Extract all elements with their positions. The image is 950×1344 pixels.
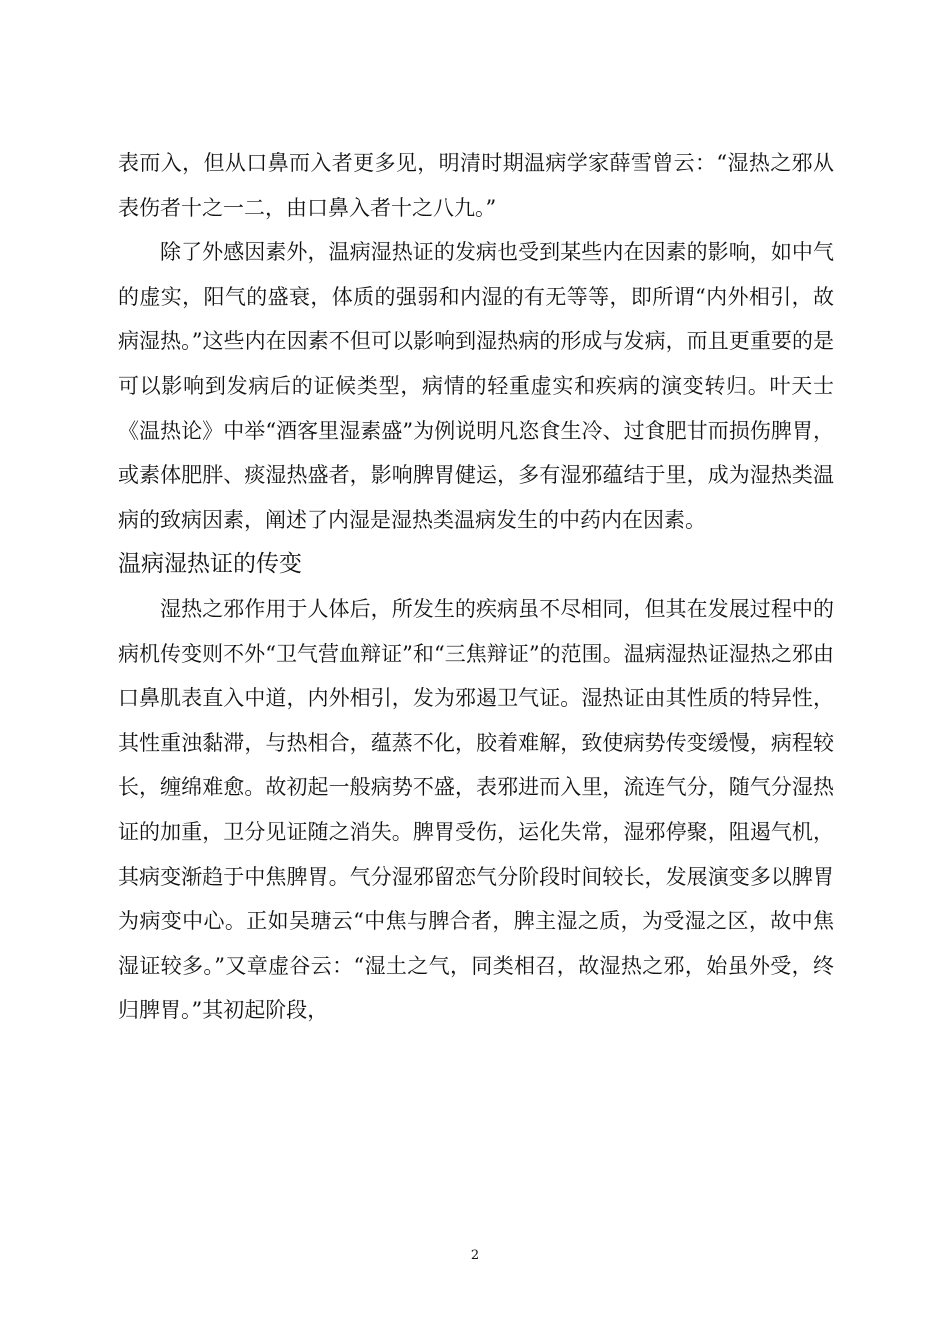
paragraph-transmission: 湿热之邪作用于人体后，所发生的疾病虽不尽相同，但其在发展过程中的病机传变则不外“卫气营血辩证”和“三焦辩证”的范围。温病湿热证湿热之邪由口鼻肌表直入中道，内外相引，发为邪遏卫气证。湿热证由其性质的特异性，其性重浊黏滞，与热相合，蕴蒸不化，胶着难解，致使病势传变缓慢，病程较长，缠绵难愈。故初起一般病势不盛，表邪进而入里，流连气分，随气分湿热证的加重，卫分见证随之消失。脾胃受伤，运化失常，湿邪停聚，阻遏气机，其病变渐趋于中焦脾胃。气分湿邪留恋气分阶段时间较长，发展演变多以脾胃为病变中心。正如吴瑭云“中焦与脾合者，脾主湿之质，为受湿之区，故中焦湿证较多。”又章虚谷云：“湿土之气，同类相召，故湿热之邪，始虽外受，终归脾胃。”其初起阶段，	[118, 596, 834, 1023]
body-text	[118, 141, 834, 1033]
section-heading: 温病湿热证的传变	[118, 551, 302, 578]
paragraph-internal-factors: 除了外感因素外，温病湿热证的发病也受到某些内在因素的影响，如中气的虚实，阳气的盛衰，体质的强弱和内湿的有无等等，即所谓“内外相引，故病湿热。”这些内在因素不但可以影响到湿热病的形成与发病，而且更重要的是可以影响到发病后的证候类型，病情的轻重虚实和疾病的演变转归。叶天士《温热论》中举“酒客里湿素盛”为例说明凡恣食生冷、过食肥甘而损伤脾胃，或素体肥胖、痰湿热盛者，影响脾胃健运，多有湿邪蕴结于里，成为湿热类温病的致病因素，阐述了内湿是湿热类温病发生的中药内在因素。	[118, 240, 834, 532]
page-number: 2	[470, 1248, 480, 1263]
paragraph-continued: 表而入，但从口鼻而入者更多见，明清时期温病学家薛雪曾云：“湿热之邪从表伤者十之一二，由口鼻入者十之八九。”	[118, 151, 834, 220]
